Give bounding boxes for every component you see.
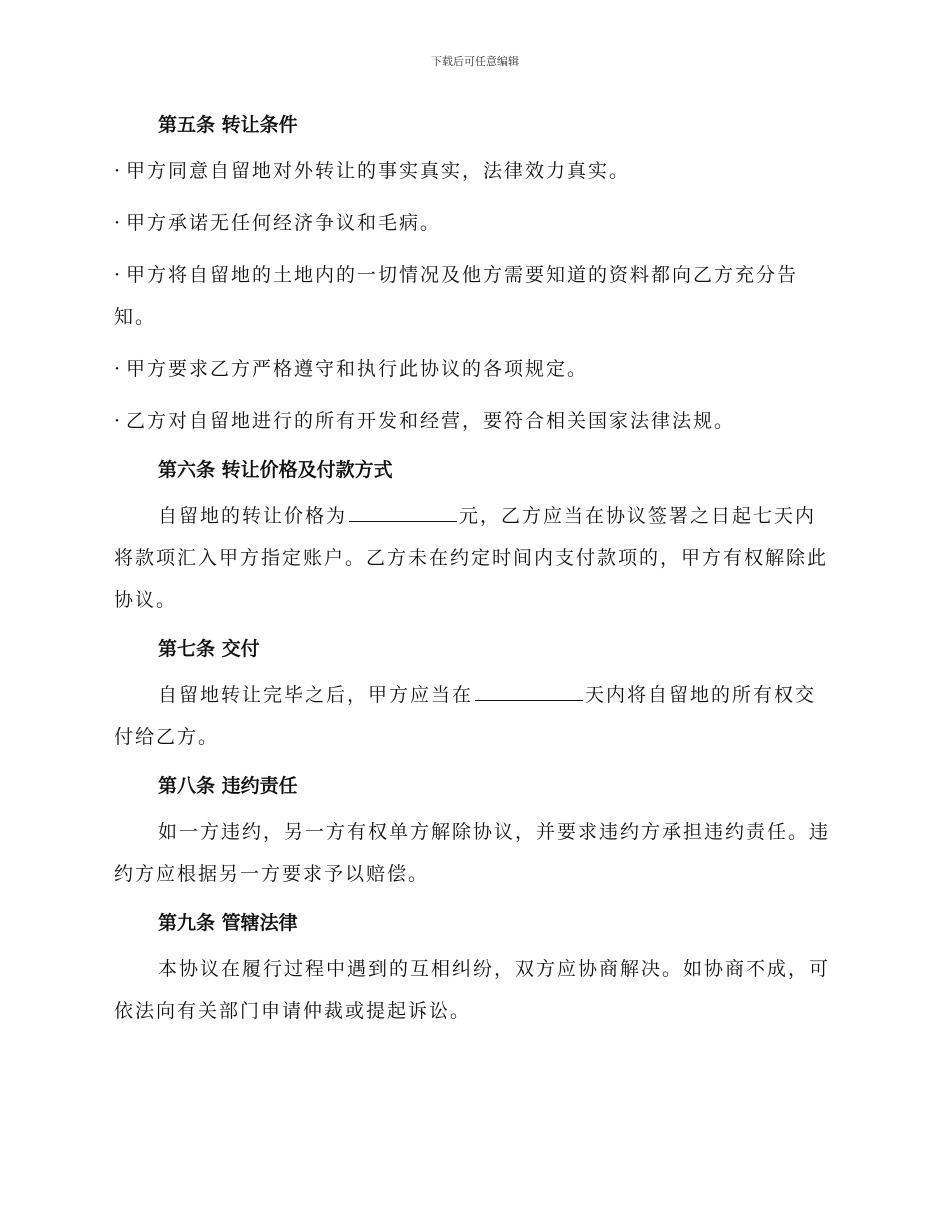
days-blank: [475, 682, 583, 701]
section-7-heading: 第七条 交付: [158, 638, 260, 660]
section-5-heading: 第五条 转让条件: [158, 114, 298, 136]
price-blank: [349, 503, 457, 522]
section-9-heading: 第九条 管辖法律: [158, 912, 298, 934]
section-5-item-3: · 甲方将自留地的土地内的一切情况及他方需要知道的资料都向乙方充分告知。: [114, 254, 834, 338]
section-8-heading: 第八条 违约责任: [158, 775, 298, 797]
page-header: 下载后可任意编辑: [431, 55, 519, 68]
section-6-heading: 第六条 转让价格及付款方式: [158, 459, 393, 481]
document-body: [114, 110, 834, 1032]
section-8-paragraph: 如一方违约，另一方有权单方解除协议，并要求违约方承担违约责任。违约方应根据另一方要求予以赔偿。: [114, 821, 831, 885]
section-9-paragraph: 本协议在履行过程中遇到的互相纠纷，双方应协商解决。如协商不成，可依法向有关部门申请仲裁或提起诉讼。: [114, 958, 831, 1022]
section-7-paragraph: 自留地转让完毕之后，甲方应当在 天内将自留地的所有权交付给乙方。: [114, 684, 817, 748]
section-5-item-1: · 甲方同意自留地对外转让的事实真实，法律效力真实。: [114, 150, 834, 192]
section-5-item-5: · 乙方对自留地进行的所有开发和经营，要符合相关国家法律法规。: [114, 400, 834, 442]
section-5-item-4: · 甲方要求乙方严格遵守和执行此协议的各项规定。: [114, 348, 834, 390]
section-5-item-2: · 甲方承诺无任何经济争议和毛病。: [114, 202, 834, 244]
section-6-paragraph: 自留地的转让价格为 元，乙方应当在协议签署之日起七天内将款项汇入甲方指定账户。乙方未在约定时间内支付款项的，甲方有权解除此协议。: [114, 505, 829, 611]
